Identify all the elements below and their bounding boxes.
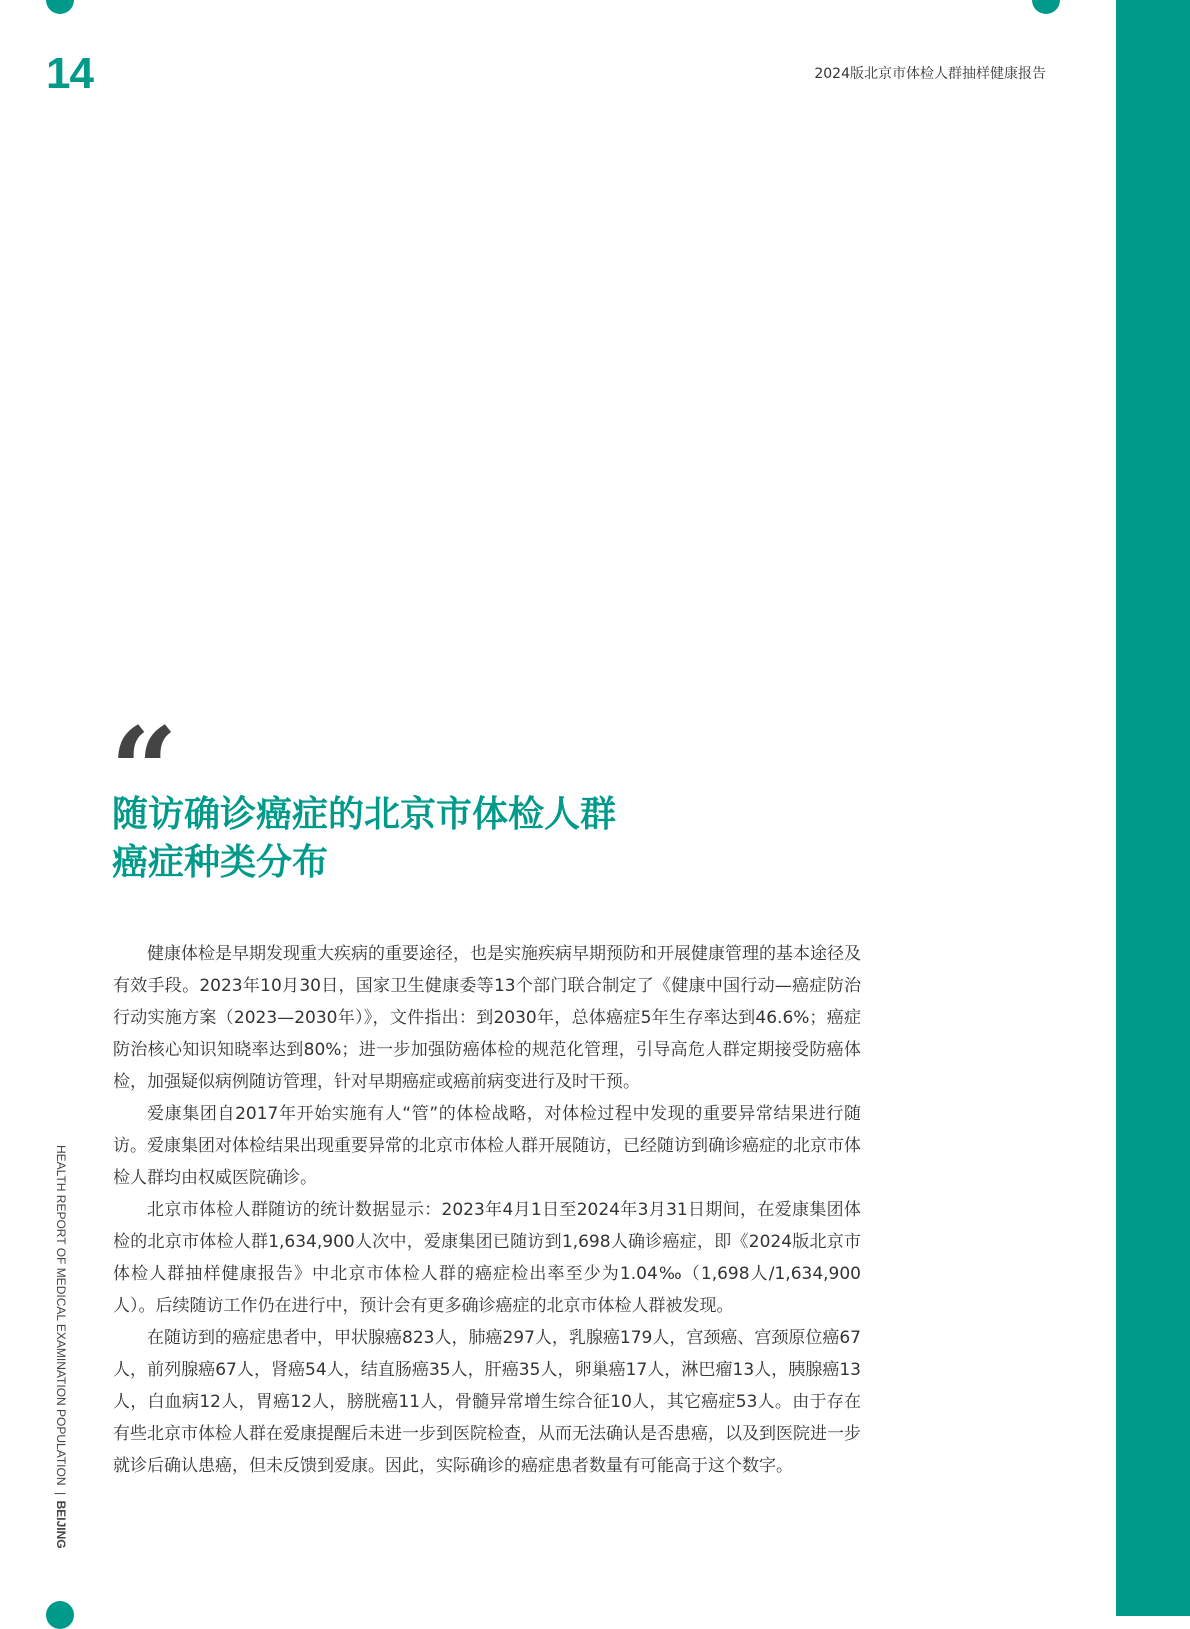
- side-label-separator: |: [54, 1491, 68, 1495]
- decorative-dot-top-left: [46, 0, 74, 14]
- body-text: [113, 938, 861, 1482]
- side-label-city: BEIJING: [54, 1500, 68, 1549]
- page-number: 14: [46, 49, 93, 98]
- decorative-dot-bottom-left: [46, 1601, 74, 1629]
- decorative-side-band: [1116, 0, 1190, 1616]
- paragraph: 北京市体检人群随访的统计数据显示：2023年4月1日至2024年3月31日期间，在爱康集团体检的北京市体检人群1,634,900人次中，爱康集团已随访到1,698人确诊癌症，即《2024版北京市体检人群抽样健康报告》中北京市体检人群的癌症检出率至少为1.04‰（1,698人/1,634,900人）。后续随访工作仍在进行中，预计会有更多确诊癌症的北京市体检人群被发现。: [113, 1200, 861, 1316]
- section-title-line-2: 癌症种类分布: [112, 841, 329, 883]
- section-title: [112, 790, 812, 886]
- quote-mark-icon: “: [110, 701, 178, 840]
- paragraph: 在随访到的癌症患者中，甲状腺癌823人，肺癌297人，乳腺癌179人，宫颈癌、宫颈原位癌67人，前列腺癌67人，肾癌54人，结直肠癌35人，肝癌35人，卵巢癌17人，淋巴瘤13人，胰腺癌13人，白血病12人，胃癌12人，膀胱癌11人，骨髓异常增生综合征10人，其它癌症53人。由于存在有些北京市体检人群在爱康提醒后未进一步到医院检查，从而无法确认是否患癌，以及到医院进一步就诊后确认患癌，但未反馈到爱康。因此，实际确诊的癌症患者数量有可能高于这个数字。: [113, 1328, 861, 1476]
- vertical-side-label: [52, 1145, 70, 1549]
- side-label-text: HEALTH REPORT OF MEDICAL EXAMINATION POPULATION: [54, 1145, 68, 1486]
- section-title-line-1: 随访确诊癌症的北京市体检人群: [112, 793, 617, 835]
- decorative-dot-top-right: [1032, 0, 1060, 14]
- paragraph: 爱康集团自2017年开始实施有人“管”的体检战略，对体检过程中发现的重要异常结果进行随访。爱康集团对体检结果出现重要异常的北京市体检人群开展随访，已经随访到确诊癌症的北京市体检人群均由权威医院确诊。: [113, 1104, 861, 1188]
- paragraph: 健康体检是早期发现重大疾病的重要途径，也是实施疾病早期预防和开展健康管理的基本途径及有效手段。2023年10月30日，国家卫生健康委等13个部门联合制定了《健康中国行动—癌症防治行动实施方案（2023—2030年）》，文件指出：到2030年，总体癌症5年生存率达到46.6%；癌症防治核心知识知晓率达到80%；进一步加强防癌体检的规范化管理，引导高危人群定期接受防癌体检，加强疑似病例随访管理，针对早期癌症或癌前病变进行及时干预。: [113, 944, 861, 1092]
- running-header: 2024版北京市体检人群抽样健康报告: [814, 66, 1046, 82]
